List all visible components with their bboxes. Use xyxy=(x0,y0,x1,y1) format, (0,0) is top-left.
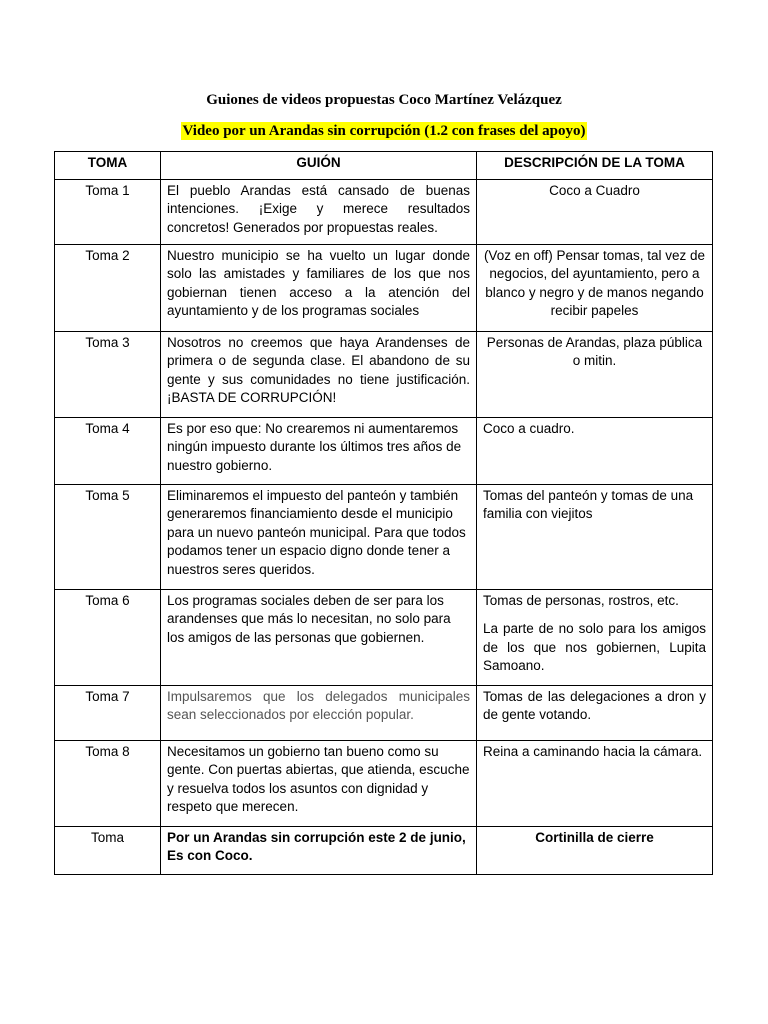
document-subtitle-wrap xyxy=(0,122,768,140)
table-header-row xyxy=(55,152,713,180)
header-guion: GUIÓN xyxy=(161,152,477,180)
cell-descripcion: Tomas del panteón y tomas de una familia con viejitos xyxy=(477,484,713,589)
cell-descripcion: Tomas de las delegaciones a dron y de gente votando. xyxy=(477,685,713,740)
cell-guion: Eliminaremos el impuesto del panteón y también generaremos financiamiento desde el municipio para un nuevo panteón municipal. Para que todos podamos tener un espacio digno donde tener a nuestros seres queridos. xyxy=(161,484,477,589)
table-row xyxy=(55,244,713,331)
table-row xyxy=(55,179,713,244)
document-subtitle: Video por un Arandas sin corrupción (1.2 con frases del apoyo) xyxy=(182,123,586,139)
cell-descripcion: Coco a Cuadro xyxy=(477,179,713,244)
cell-descripcion xyxy=(477,589,713,685)
table-row xyxy=(55,589,713,685)
cell-descripcion: Reina a caminando hacia la cámara. xyxy=(477,740,713,826)
cell-guion: Los programas sociales deben de ser para los arandenses que más lo necesitan, no solo para los amigos de las personas que gobiernen. xyxy=(161,589,477,685)
table-row xyxy=(55,740,713,826)
script-table xyxy=(54,151,713,875)
cell-toma: Toma 7 xyxy=(55,685,161,740)
cell-guion: El pueblo Arandas está cansado de buenas intenciones. ¡Exige y merece resultados concretos! Generados por propuestas reales. xyxy=(161,179,477,244)
table-row xyxy=(55,417,713,484)
cell-toma: Toma 5 xyxy=(55,484,161,589)
cell-toma: Toma 8 xyxy=(55,740,161,826)
cell-guion: Es por eso que: No crearemos ni aumentaremos ningún impuesto durante los últimos tres años de nuestro gobierno. xyxy=(161,417,477,484)
table-row xyxy=(55,331,713,417)
table-row xyxy=(55,685,713,740)
cell-toma: Toma 6 xyxy=(55,589,161,685)
table-row xyxy=(55,484,713,589)
cell-guion: Impulsaremos que los delegados municipales sean seleccionados por elección popular. xyxy=(161,685,477,740)
cell-toma: Toma 1 xyxy=(55,179,161,244)
header-descripcion: DESCRIPCIÓN DE LA TOMA xyxy=(477,152,713,180)
cell-toma: Toma 4 xyxy=(55,417,161,484)
cell-guion: Nosotros no creemos que haya Arandenses de primera o de segunda clase. El abandono de su gente y sus comunidades no tiene justificación. ¡BASTA DE CORRUPCIÓN! xyxy=(161,331,477,417)
cell-descripcion: Personas de Arandas, plaza pública o mitin. xyxy=(477,331,713,417)
cell-descripcion: (Voz en off) Pensar tomas, tal vez de negocios, del ayuntamiento, pero a blanco y negro y de manos negando recibir papeles xyxy=(477,244,713,331)
table-row xyxy=(55,826,713,874)
descripcion-paragraph: La parte de no solo para los amigos de los que nos gobiernen, Lupita Samoano. xyxy=(483,621,706,673)
cell-toma: Toma 2 xyxy=(55,244,161,331)
cell-guion: Necesitamos un gobierno tan bueno como su gente. Con puertas abiertas, que atienda, escuche y resuelva todos los asuntos con dignidad y respeto que merecen. xyxy=(161,740,477,826)
cell-toma: Toma xyxy=(55,826,161,874)
cell-descripcion: Cortinilla de cierre xyxy=(477,826,713,874)
cell-guion: Por un Arandas sin corrupción este 2 de junio, Es con Coco. xyxy=(161,826,477,874)
document-title: Guiones de videos propuestas Coco Martínez Velázquez xyxy=(206,92,562,108)
cell-descripcion: Coco a cuadro. xyxy=(477,417,713,484)
header-toma: TOMA xyxy=(55,152,161,180)
descripcion-paragraph: Tomas de personas, rostros, etc. xyxy=(483,592,679,608)
cell-guion: Nuestro municipio se ha vuelto un lugar donde solo las amistades y familiares de los que nos gobiernan tienen acceso a la atención del ayuntamiento y de los programas sociales xyxy=(161,244,477,331)
cell-toma: Toma 3 xyxy=(55,331,161,417)
